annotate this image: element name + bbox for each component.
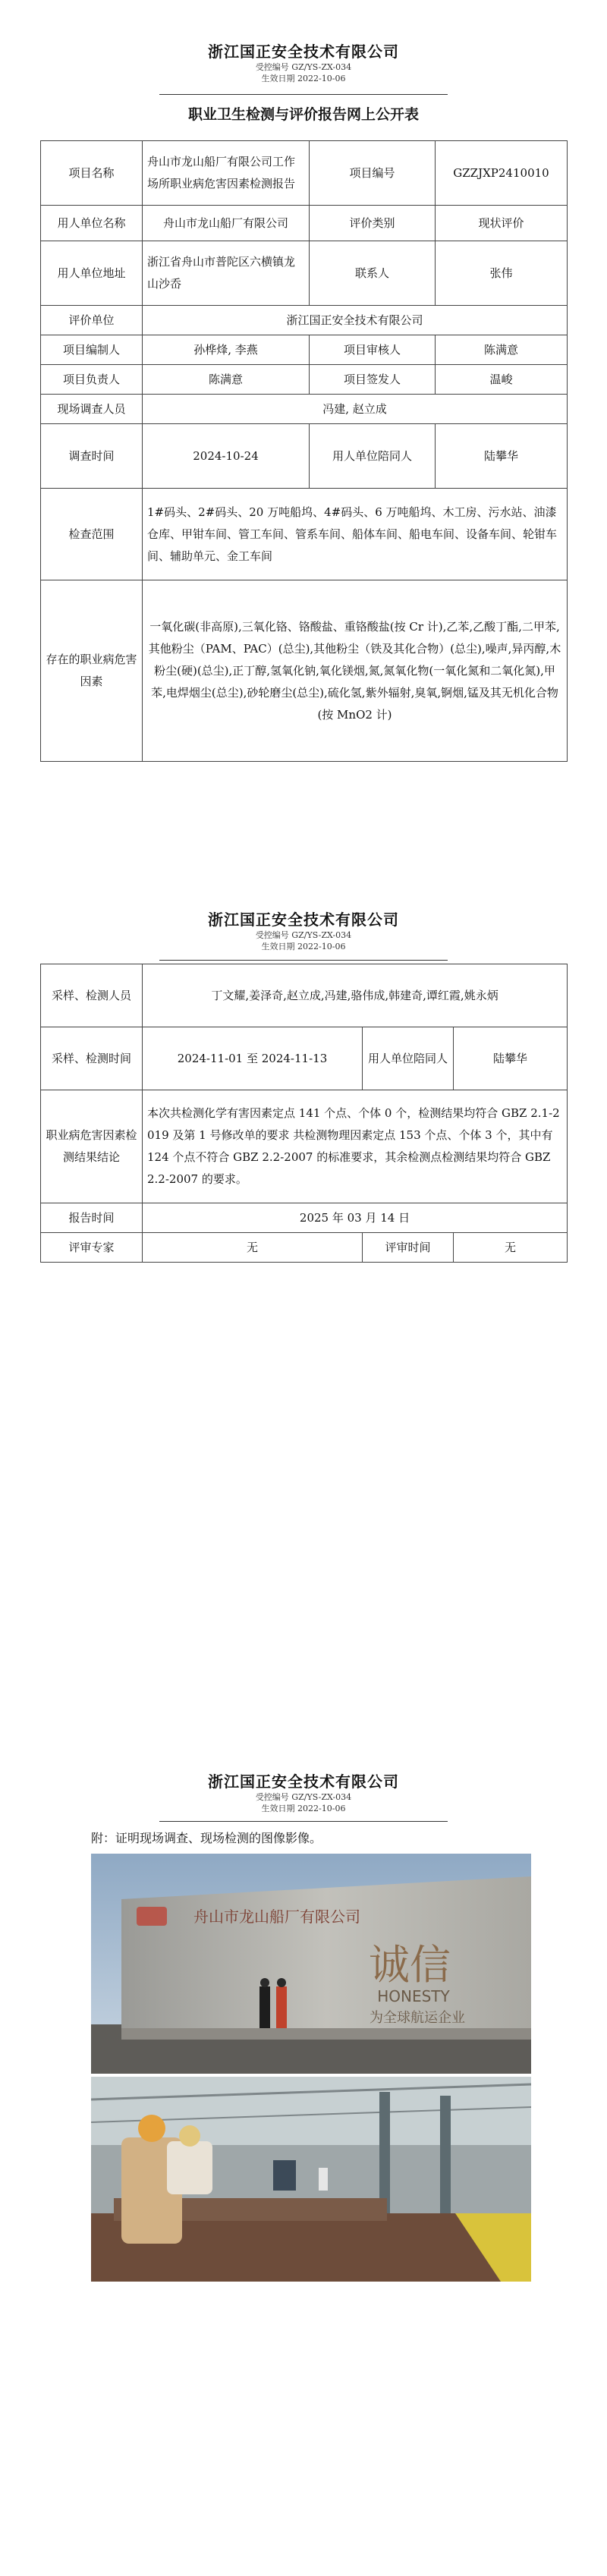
sampling-staff-label: 采样、检测人员 [41,964,143,1027]
employer-value: 舟山市龙山船厂有限公司 [143,206,310,241]
expert-label: 评审专家 [41,1233,143,1263]
sign-slogan-text: 为全球航运企业 [370,2010,465,2026]
scope-label: 检查范围 [41,489,143,580]
conclusion-label: 职业病危害因素检测结果结论 [41,1090,143,1203]
site-staff-value: 冯建, 赵立成 [143,395,568,424]
table-row [41,306,568,335]
compiler-value: 孙桦烽, 李燕 [143,335,310,365]
header-rule [159,960,448,961]
sampling-time-label: 采样、检测时间 [41,1027,143,1090]
project-name-value: 舟山市龙山船厂有限公司工作场所职业病危害因素检测报告 [143,141,310,206]
page-1 [0,0,607,857]
table-row [41,141,568,206]
companion-value: 陆攀华 [436,424,568,489]
page-header [0,39,607,84]
table-row [41,964,568,1027]
company-name: 浙江国正安全技术有限公司 [208,42,399,61]
company-name: 浙江国正安全技术有限公司 [208,911,399,929]
table-row [41,241,568,306]
survey-time-label: 调查时间 [41,424,143,489]
companion-value: 陆攀华 [454,1027,568,1090]
companion-label: 用人单位陪同人 [310,424,436,489]
control-number: 受控编号 GZ/YS-ZX-034 [255,930,352,940]
review-time-label: 评审时间 [363,1233,454,1263]
reviewer-value: 陈满意 [436,335,568,365]
leader-label: 项目负责人 [41,365,143,395]
project-name-label: 项目名称 [41,141,143,206]
page-header [0,1769,607,1814]
page-3 [0,1715,607,2576]
table-row [41,1027,568,1090]
contact-label: 联系人 [310,241,436,306]
effective-date: 生效日期 2022-10-06 [261,74,346,83]
evaluator-value: 浙江国正安全技术有限公司 [143,306,568,335]
address-label: 用人单位地址 [41,241,143,306]
eval-type-label: 评价类别 [310,206,436,241]
table-row [41,1233,568,1263]
leader-value: 陈满意 [143,365,310,395]
attachment-note: 附：证明现场调查、现场检测的图像影像。 [91,1831,322,1845]
report-table-1 [40,140,568,762]
companion-label: 用人单位陪同人 [363,1027,454,1090]
control-number: 受控编号 GZ/YS-ZX-034 [255,62,352,72]
table-row [41,395,568,424]
document-title: 职业卫生检测与评价报告网上公开表 [187,106,419,123]
review-time-value: 无 [454,1233,568,1263]
address-value: 浙江省舟山市普陀区六横镇龙山沙岙 [143,241,310,306]
sign-company-text: 舟山市龙山船厂有限公司 [193,1908,360,1926]
conclusion-value: 本次共检测化学有害因素定点 141 个点、个体 0 个，检测结果均符合 GBZ 2.1-2019 及第 1 号修改单的要求 共检测物理因素定点 153 个点、个体 3 个，其中有 124 个点不符合 GBZ 2.2-2007 的标准要求，其余检测点检测结果均符合 GBZ 2.2-2007 的要求。 [143,1090,568,1203]
header-rule [159,1821,448,1822]
sampling-time-value: 2024-11-01 至 2024-11-13 [143,1027,363,1090]
contact-value: 张伟 [436,241,568,306]
sign-english-text: HONESTY [377,1987,450,2005]
reviewer-label: 项目审核人 [310,335,436,365]
issuer-value: 温峻 [436,365,568,395]
table-row [41,424,568,489]
report-time-value: 2025 年 03 月 14 日 [143,1203,568,1233]
effective-date: 生效日期 2022-10-06 [261,942,346,951]
evaluator-label: 评价单位 [41,306,143,335]
table-row [41,580,568,762]
report-time-label: 报告时间 [41,1203,143,1233]
site-photo-sign [91,1854,531,2074]
page-2 [0,857,607,1715]
compiler-label: 项目编制人 [41,335,143,365]
employer-label: 用人单位名称 [41,206,143,241]
eval-type-value: 现状评价 [436,206,568,241]
expert-value: 无 [143,1233,363,1263]
sign-big-text: 诚信 [369,1941,451,1989]
table-row [41,365,568,395]
hazards-value: 一氧化碳(非高原),三氧化铬、铬酸盐、重铬酸盐(按 Cr 计),乙苯,乙酸丁酯,二甲苯,其他粉尘（PAM、PAC）(总尘),其他粉尘（铁及其化合物）(总尘),噪声,异丙醇,木粉尘(硬)(总尘),正丁醇,氢氧化钠,氧化镁烟,氮,氮氧化物(一氧化氮和二氧化氮),甲苯,电焊烟尘(总尘),砂轮磨尘(总尘),硫化氢,紫外辐射,臭氧,锕烟,锰及其无机化合物(按 MnO2 计) [143,580,568,762]
site-staff-label: 现场调查人员 [41,395,143,424]
hazards-label: 存在的职业病危害因素 [41,580,143,762]
survey-time-value: 2024-10-24 [143,424,310,489]
page-header [0,907,607,952]
table-row [41,1090,568,1203]
sampling-staff-value: 丁文耀,姜泽奇,赵立成,冯建,骆伟成,韩建奇,谭红霞,姚永炳 [143,964,568,1027]
report-table-2 [40,964,568,1263]
site-photo-workshop-image [91,2077,531,2282]
scope-value: 1#码头、2#码头、20 万吨船坞、4#码头、6 万吨船坞、木工房、污水站、油漆仓库、甲钳车间、管工车间、管系车间、船体车间、船电车间、设备车间、轮钳车间、辅助单元、金工车间 [143,489,568,580]
header-rule [159,94,448,95]
table-row [41,489,568,580]
table-row [41,1203,568,1233]
project-no-label: 项目编号 [310,141,436,206]
control-number: 受控编号 GZ/YS-ZX-034 [255,1792,352,1802]
table-row [41,335,568,365]
project-no-value: GZZJXP2410010 [436,141,568,206]
site-photo-workshop [91,2077,531,2282]
site-photo-sign-image [91,1854,531,2074]
company-name: 浙江国正安全技术有限公司 [208,1772,399,1791]
table-row [41,206,568,241]
effective-date: 生效日期 2022-10-06 [261,1804,346,1813]
issuer-label: 项目签发人 [310,365,436,395]
